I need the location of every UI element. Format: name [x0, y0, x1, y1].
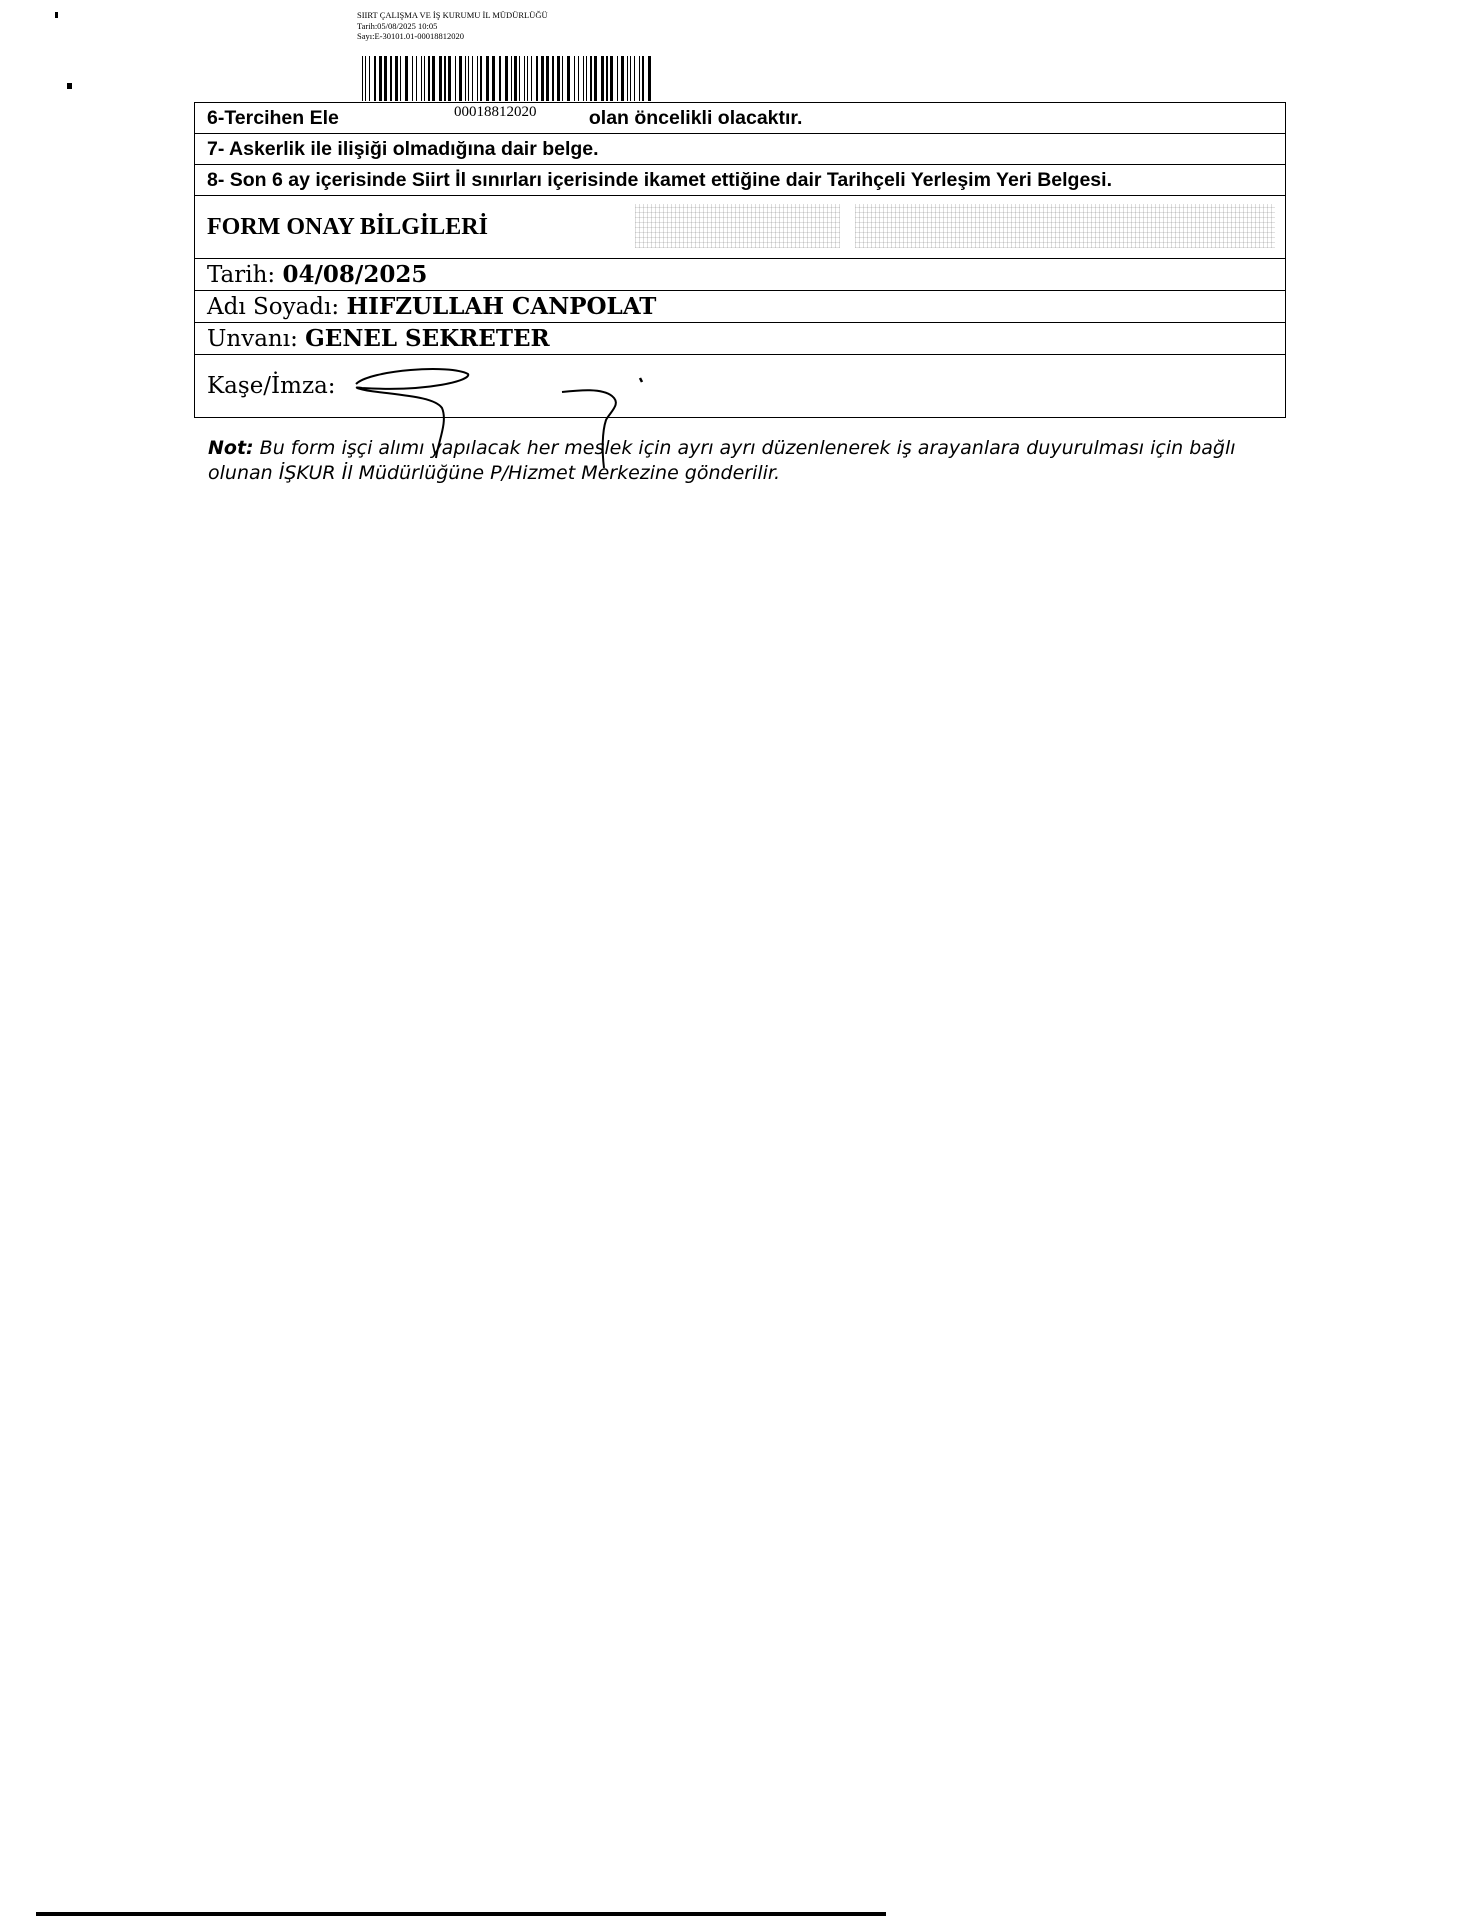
- form-approval-heading-cell: [195, 196, 1286, 259]
- scan-noise: [855, 204, 1275, 248]
- requirement-row: [195, 103, 1286, 134]
- title-cell: [195, 323, 1286, 355]
- incoming-document-stamp: [357, 10, 548, 42]
- stamp-number: Sayı:E-30101.01-00018812020: [357, 31, 464, 41]
- note-label: Not:: [208, 437, 254, 459]
- date-cell: [195, 259, 1286, 291]
- requirement-8: 8- Son 6 ay içerisinde Siirt İl sınırları içerisinde ikamet ettiğine dair Tarihçeli Yerleşim Yeri Belgesi.: [195, 165, 1286, 196]
- title-value: GENEL SEKRETER: [305, 325, 550, 352]
- title-row: [195, 323, 1286, 355]
- form-approval-heading-row: [195, 196, 1286, 259]
- date-value: 04/08/2025: [282, 261, 428, 288]
- scan-noise: [635, 204, 840, 248]
- title-label: Unvanı:: [207, 326, 298, 352]
- requirement-6-end: olan öncelikli olacaktır.: [588, 106, 803, 129]
- name-row: [195, 291, 1286, 323]
- barcode: [360, 56, 652, 101]
- footnote: [208, 436, 1288, 486]
- form-table: [194, 102, 1286, 418]
- stamp-date: Tarih:05/08/2025 10:05: [357, 20, 438, 31]
- requirement-row: [195, 165, 1286, 196]
- requirement-6-start: 6-Tercihen Ele: [207, 106, 339, 129]
- requirement-row: [195, 134, 1286, 165]
- scan-speck: [67, 83, 72, 89]
- signature-cell: [195, 355, 1286, 418]
- signature-row: [195, 355, 1286, 418]
- date-label: Tarih:: [207, 262, 276, 288]
- bottom-edge-line: [36, 1912, 886, 1916]
- note-text: Bu form işçi alımı yapılacak her meslek için ayrı ayrı düzenlenerek iş arayanlara duyurulması için bağlı olunan İŞKUR İl Müdürlüğüne P/Hizmet Merkezine gönderilir.: [208, 437, 1236, 484]
- name-label: Adı Soyadı:: [207, 294, 340, 320]
- scan-speck: [55, 12, 58, 18]
- stamp-institution: SIIRT ÇALIŞMA VE İŞ KURUMU İL MÜDÜRLÜĞÜ: [357, 10, 548, 20]
- date-row: [195, 259, 1286, 291]
- requirement-6: [195, 103, 1286, 134]
- name-cell: [195, 291, 1286, 323]
- requirement-7: 7- Askerlik ile ilişiği olmadığına dair belge.: [195, 134, 1286, 165]
- barcode-number: 00018812020: [454, 104, 537, 120]
- form-approval-heading: FORM ONAY BİLGİLERİ: [207, 213, 488, 240]
- signature-label: Kaşe/İmza:: [207, 373, 336, 399]
- name-value: HIFZULLAH CANPOLAT: [346, 293, 657, 320]
